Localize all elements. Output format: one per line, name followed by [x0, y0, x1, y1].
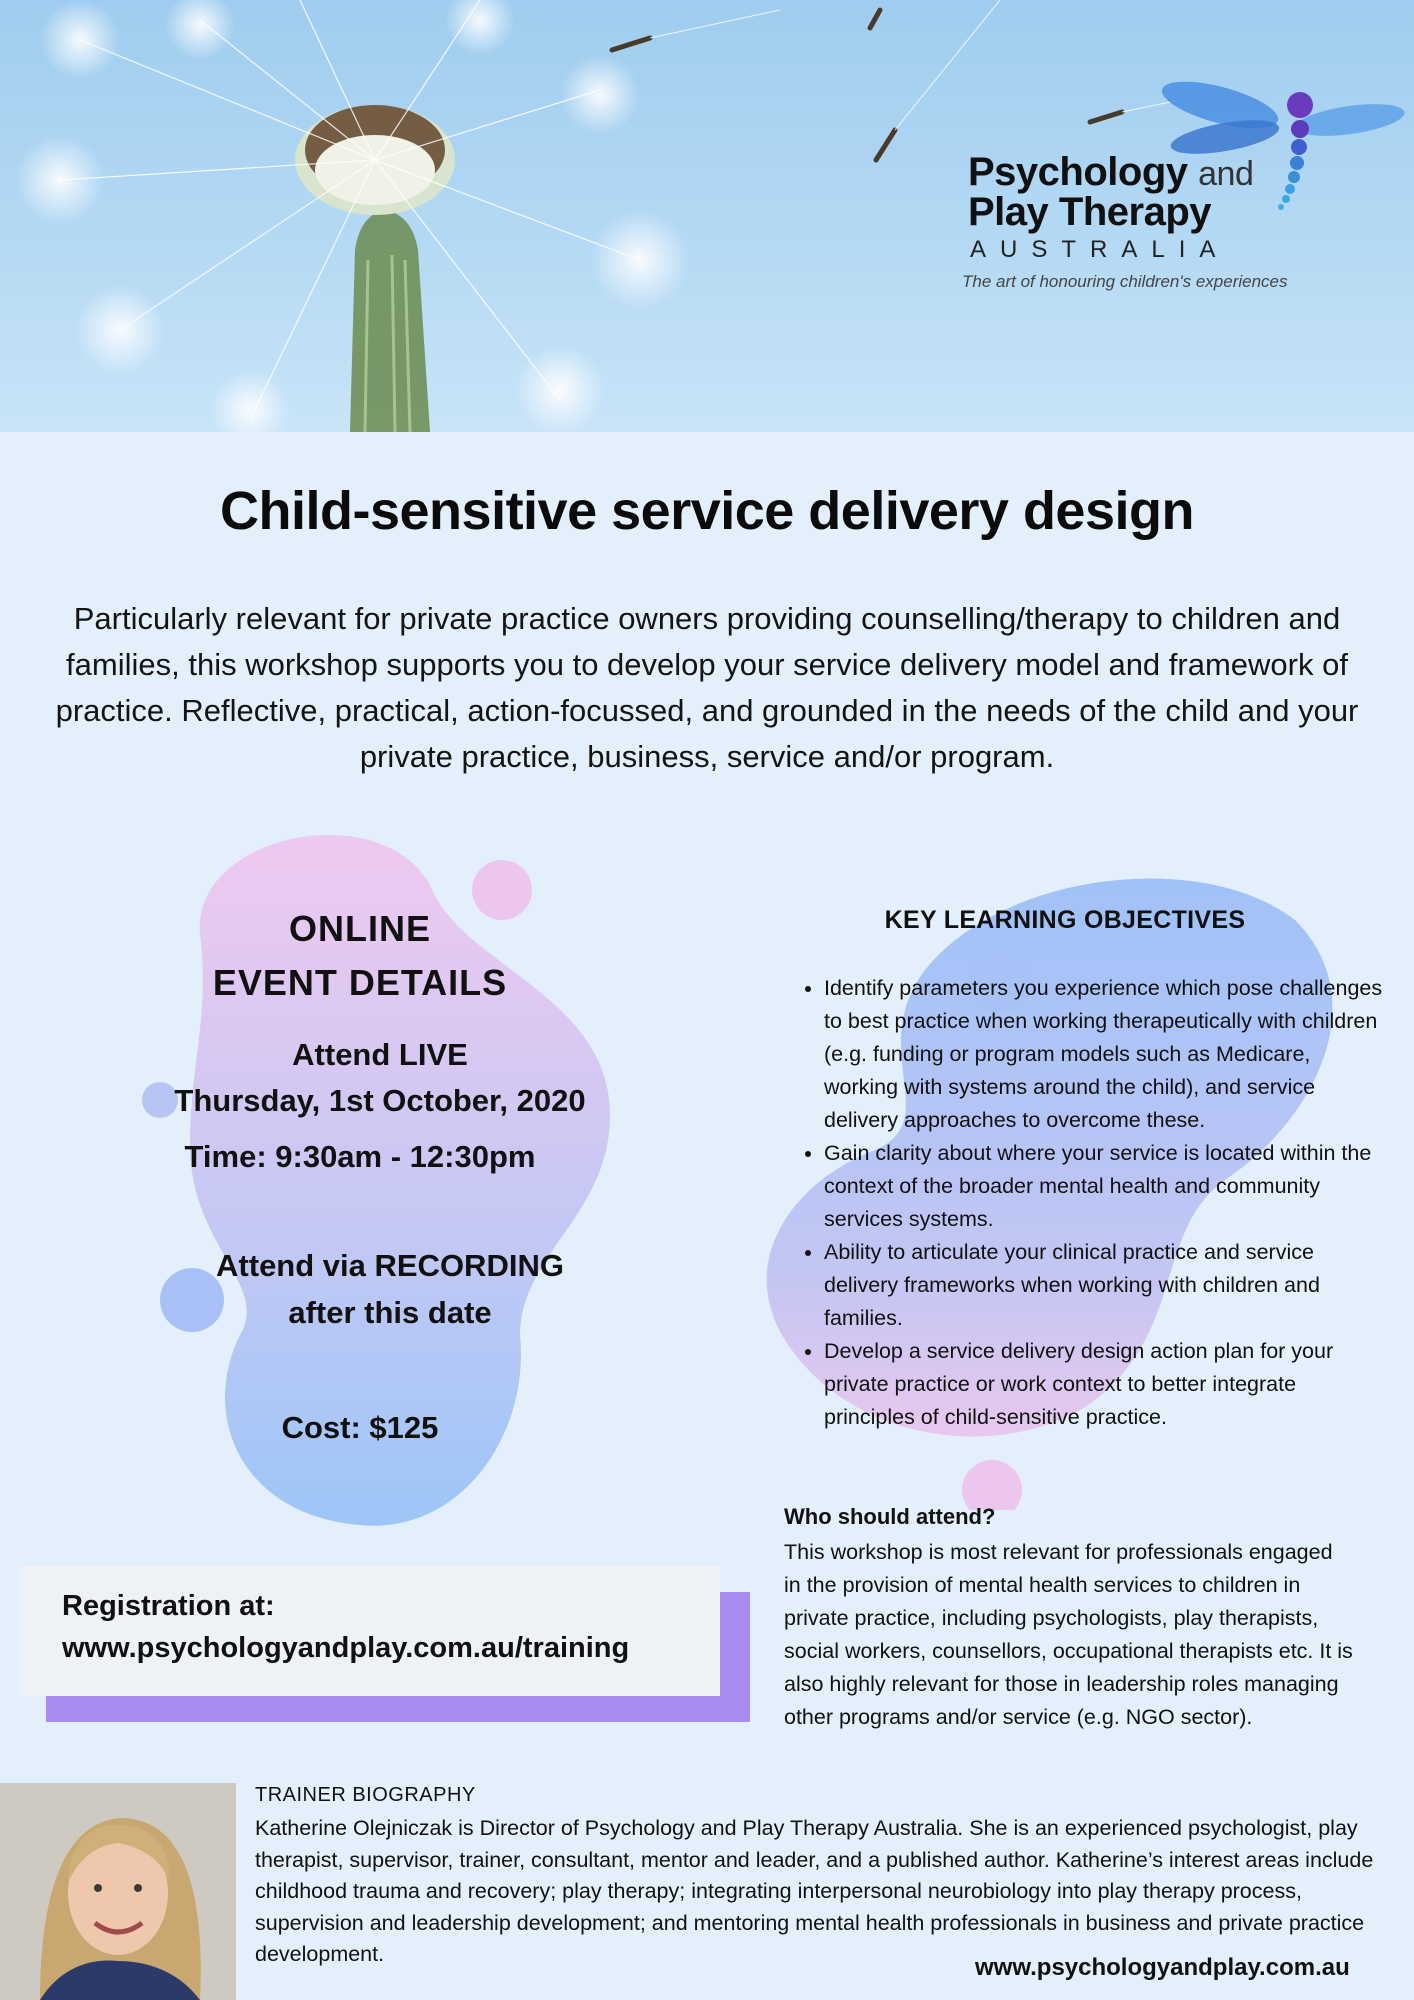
attend-live-label: Attend LIVE [292, 1037, 468, 1072]
page-title: Child-sensitive service delivery design [220, 481, 1194, 541]
brand-tagline: The art of honouring children's experiences [962, 272, 1288, 291]
brand-country: AUSTRALIA [970, 236, 1230, 263]
trainer-bio-heading: TRAINER BIOGRAPHY [255, 1784, 476, 1806]
event-details-heading: ONLINE EVENT DETAILS [212, 908, 508, 1003]
recording-sub-label: after this date [288, 1295, 492, 1330]
registration-link[interactable]: www.psychologyandplay.com.au/training [62, 1632, 630, 1664]
list-item: • Gain clarity about where your service is located within the context of the broader mental health and community services systems. [824, 1137, 1384, 1236]
list-item: • Ability to articulate your clinical practice and service delivery frameworks when working with children and families. [824, 1236, 1384, 1335]
intro-paragraph: Particularly relevant for private practice owners providing counselling/therapy to children and families, this workshop supports you to develop your service delivery model and framework of practice. Reflective, practical, action-focussed, and grounded in the needs of the child and your private practice, business, service and/or program. [55, 601, 1359, 774]
trainer-photo [0, 1783, 236, 2000]
list-item: • Identify parameters you experience which pose challenges to best practice when working therapeutically with children (e.g. funding or program models such as Medicare, working with systems around the child), and service delivery approaches to overcome these. [824, 972, 1384, 1137]
event-time: Time: 9:30am - 12:30pm [184, 1139, 536, 1174]
who-should-attend-text: This workshop is most relevant for professionals engaged in the provision of mental health services to children in private practice, including psychologists, play therapists, social workers, counsellors, occupational therapists etc. It is also highly relevant for those in leadership roles managing other programs and/or service (e.g. NGO sector). [784, 1540, 1353, 1729]
header-banner [0, 0, 1414, 432]
registration-label: Registration at: [62, 1590, 275, 1622]
brand-name-line1: Psychology and [968, 150, 1254, 194]
footer-website-link[interactable]: www.psychologyandplay.com.au [975, 1954, 1350, 1981]
who-should-attend-heading: Who should attend? [784, 1504, 996, 1529]
brand-name-line2: Play Therapy [968, 190, 1212, 234]
list-item: • Develop a service delivery design action plan for your private practice or work context to better integrate principles of child-sensitive practice. [824, 1335, 1384, 1434]
objectives-heading: KEY LEARNING OBJECTIVES [884, 906, 1246, 934]
recording-label: Attend via RECORDING [216, 1248, 564, 1283]
brand-logo [960, 70, 1380, 310]
trainer-bio-text: Katherine Olejniczak is Director of Psychology and Play Therapy Australia. She is an experienced psychologist, play therapist, supervisor, trainer, consultant, mentor and leader, and a published author. Katherine’s interest areas include childhood trauma and recovery; play therapy; integrating interpersonal neurobiology into play therapy process, supervision and leadership development; and mentoring mental health professionals in business and private practice development. [255, 1816, 1374, 1966]
event-cost: Cost: $125 [281, 1410, 439, 1445]
event-date: Thursday, 1st October, 2020 [174, 1083, 586, 1118]
registration-box [20, 1566, 720, 1696]
objectives-list [794, 972, 1384, 1434]
